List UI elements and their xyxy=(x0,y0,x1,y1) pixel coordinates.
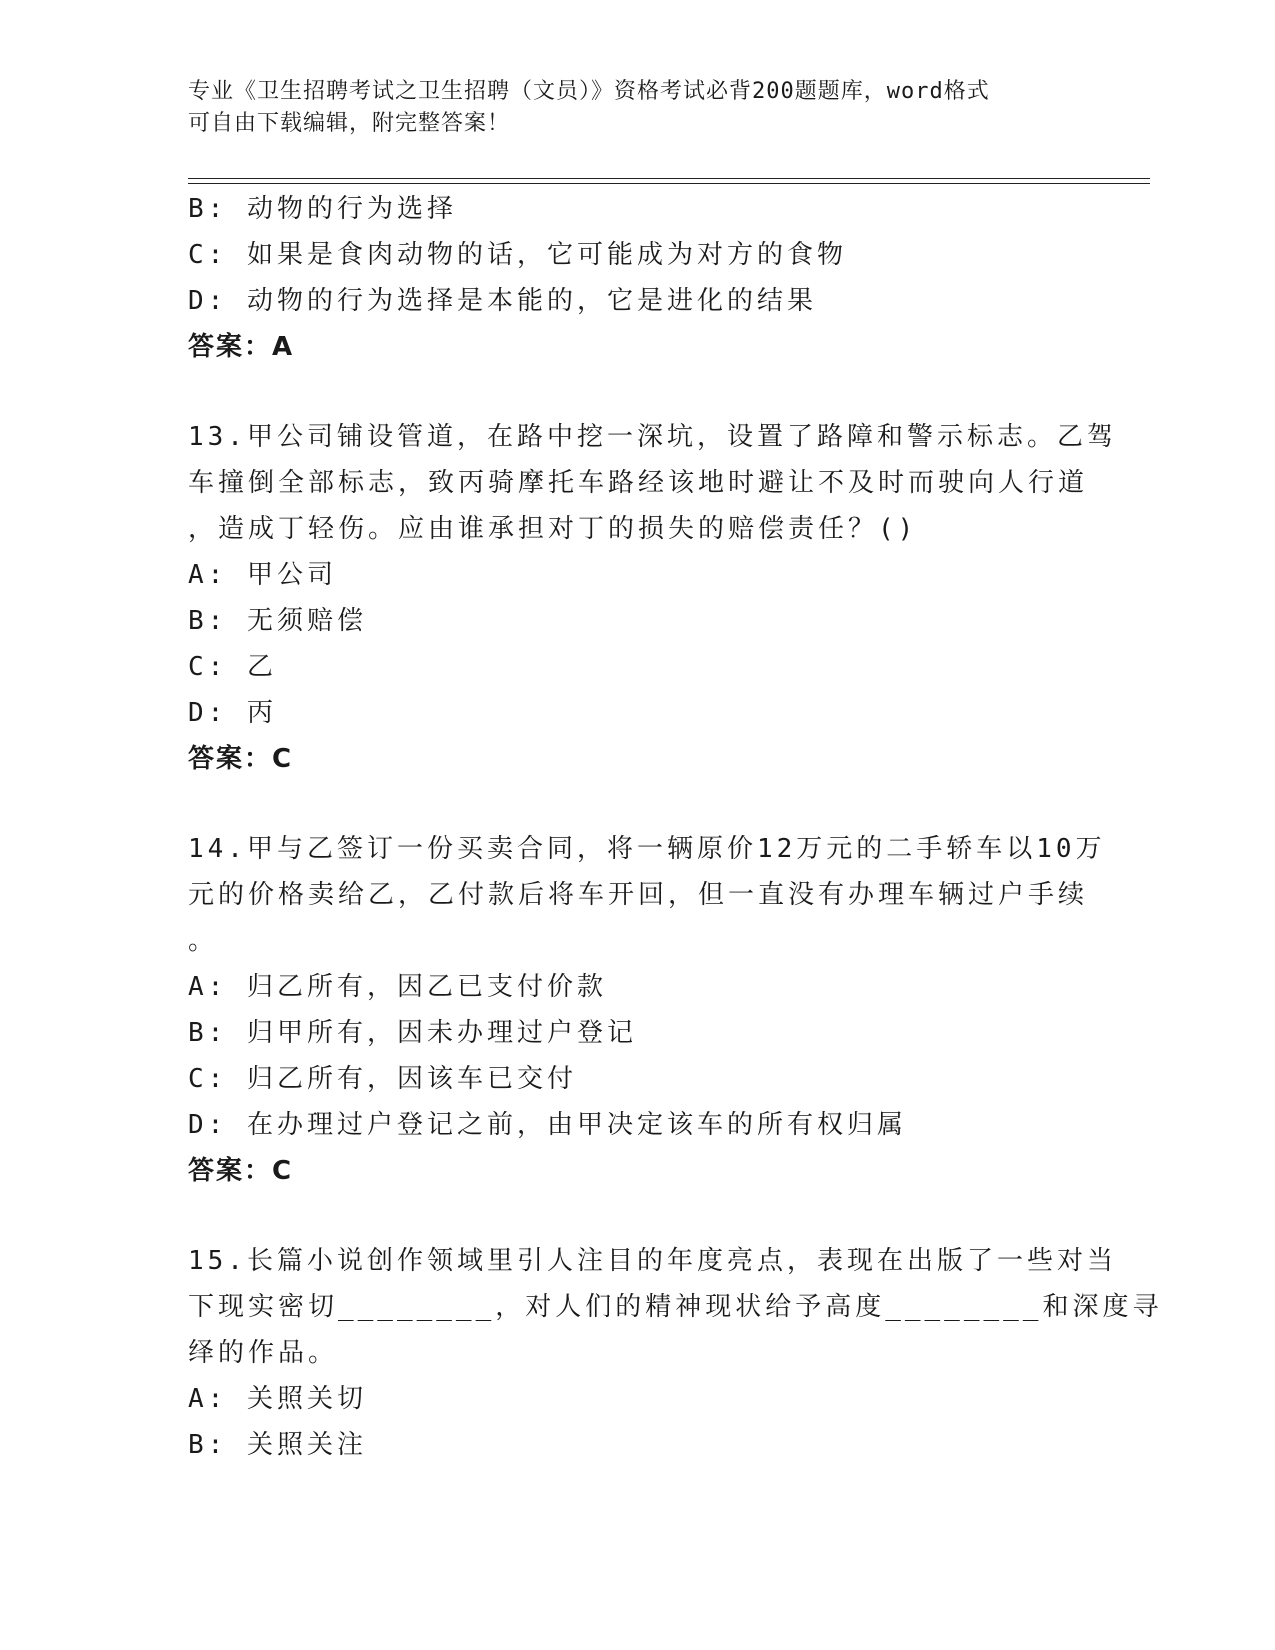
question-15 xyxy=(188,1238,1163,1468)
question-text: 14.甲与乙签订一份买卖合同，将一辆原价12万元的二手轿车以10万 xyxy=(188,834,1106,864)
question-14 xyxy=(188,826,1106,1194)
option-a: A: 甲公司 xyxy=(188,560,337,590)
header-line-2: 可自由下载编辑，附完整答案！ xyxy=(188,111,511,136)
option-d: D: 丙 xyxy=(188,698,277,728)
header-line-1: 专业《卫生招聘考试之卫生招聘（文员）》资格考试必背200题题库，word格式 xyxy=(188,79,990,104)
answer: 答案：C xyxy=(188,1156,294,1186)
question-text: 。 xyxy=(188,926,219,956)
answer: 答案：C xyxy=(188,744,294,774)
document-header xyxy=(188,76,1088,140)
option-a: A: 归乙所有，因乙已支付价款 xyxy=(188,972,607,1002)
option-b: B: 动物的行为选择 xyxy=(188,194,457,224)
answer: 答案：A xyxy=(188,332,295,362)
option-b: B: 关照关注 xyxy=(188,1430,367,1460)
option-c: C: 乙 xyxy=(188,652,277,682)
option-a: A: 关照关切 xyxy=(188,1384,367,1414)
option-b: B: 无须赔偿 xyxy=(188,606,367,636)
document-body xyxy=(188,186,1163,1468)
option-d: D: 动物的行为选择是本能的，它是进化的结果 xyxy=(188,286,817,316)
question-12-tail xyxy=(188,186,1068,370)
question-text: 13.甲公司铺设管道，在路中挖一深坑，设置了路障和警示标志。乙驾 xyxy=(188,422,1117,452)
question-text: 元的价格卖给乙，乙付款后将车开回，但一直没有办理车辆过户手续 xyxy=(188,880,1089,910)
option-c: C: 如果是食肉动物的话，它可能成为对方的食物 xyxy=(188,240,847,270)
question-text: 下现实密切________，对人们的精神现状给予高度________和深度寻 xyxy=(188,1292,1163,1322)
option-b: B: 归甲所有，因未办理过户登记 xyxy=(188,1018,637,1048)
option-c: C: 归乙所有，因该车已交付 xyxy=(188,1064,577,1094)
question-text: 车撞倒全部标志，致丙骑摩托车路经该地时避让不及时而驶向人行道 xyxy=(188,468,1089,498)
question-13 xyxy=(188,414,1117,782)
question-text: 绎的作品。 xyxy=(188,1338,339,1368)
header-rule-bottom xyxy=(188,183,1150,184)
option-d: D: 在办理过户登记之前，由甲决定该车的所有权归属 xyxy=(188,1110,907,1140)
header-rule-top xyxy=(188,178,1150,179)
question-text: ，造成丁轻伤。应由谁承担对丁的损失的赔偿责任？() xyxy=(188,514,918,544)
question-text: 15.长篇小说创作领域里引人注目的年度亮点，表现在出版了一些对当 xyxy=(188,1246,1117,1276)
